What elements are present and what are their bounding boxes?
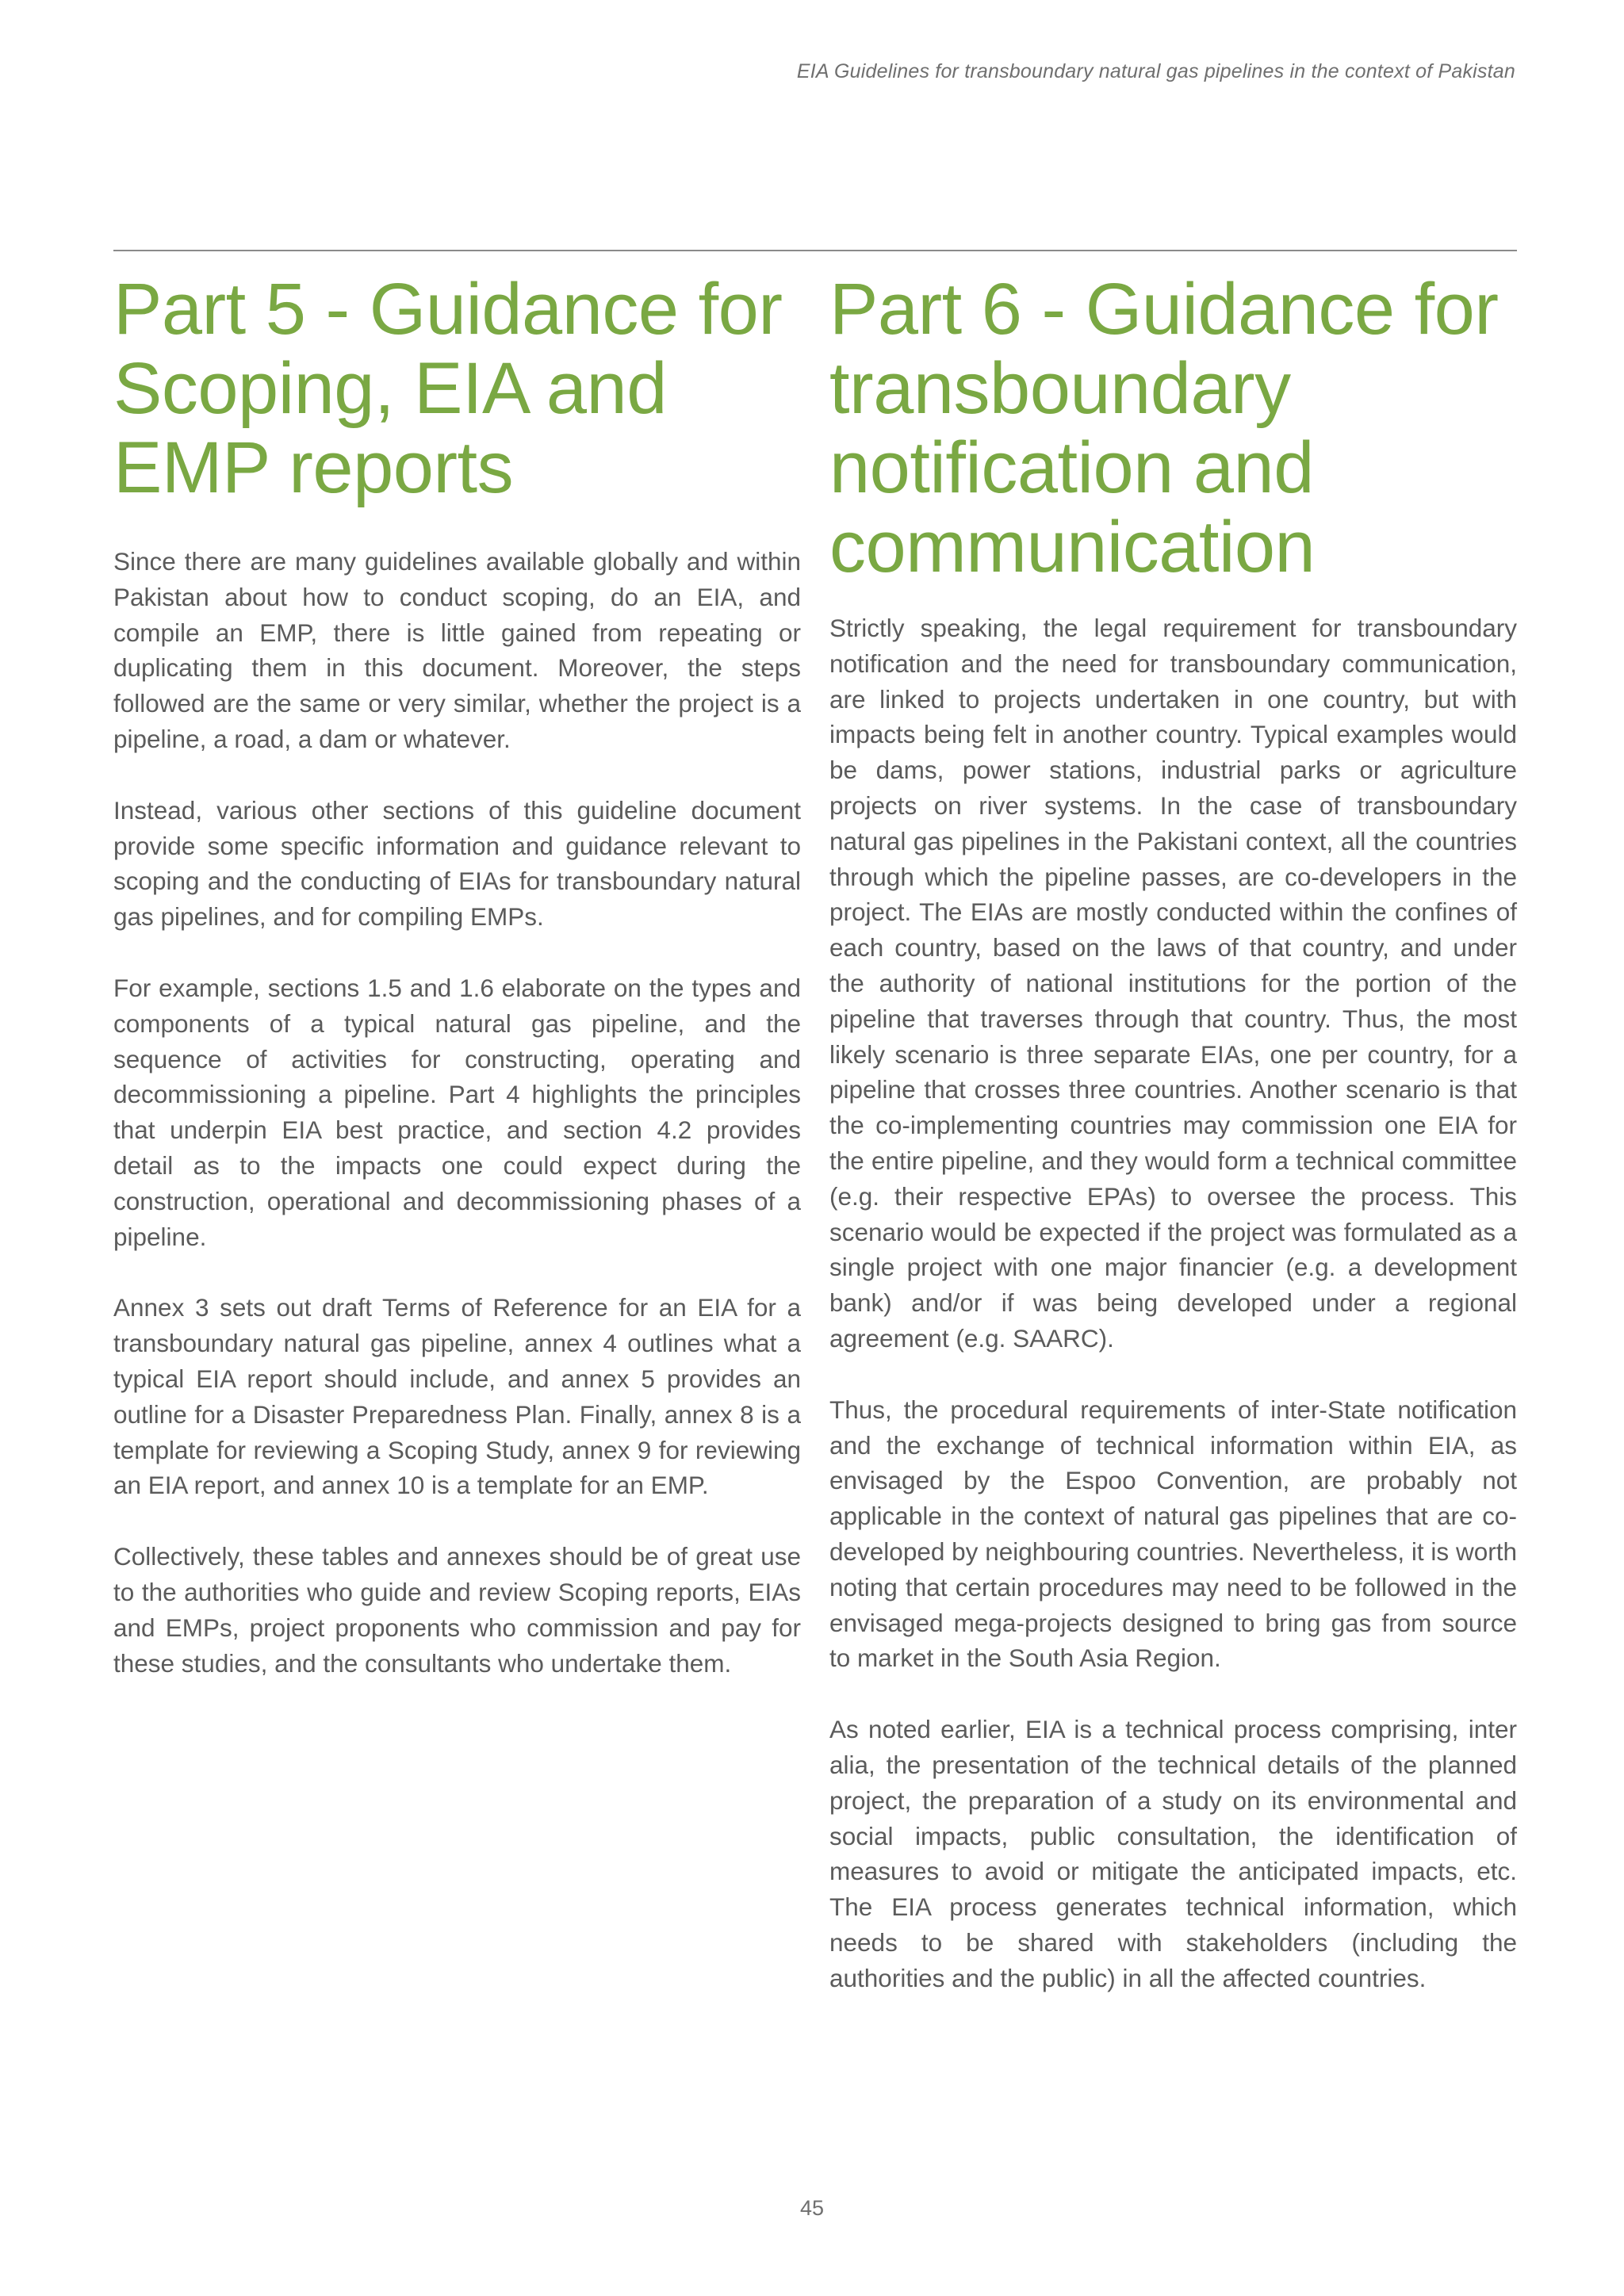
part6-column <box>829 270 1517 2031</box>
part6-paragraph-3: As noted earlier, EIA is a technical process comprising, inter alia, the presentation of the technical details of the planned project, the preparation of a study on its environmental and social impacts, public consultation, the identification of measures to avoid or mitigate the anticipated impacts, etc. The EIA process generates technical information, which needs to be shared with stakeholders (including the authorities and the public) in all the affected countries. <box>829 1715 1517 1992</box>
page-number: 45 <box>799 2196 825 2220</box>
header-divider <box>113 250 1517 251</box>
part6-paragraph-1: Strictly speaking, the legal requirement for transboundary notification and the need for transboundary communication, are linked to projects undertaken in one country, but with impacts being felt in another country. Typical examples would be dams, power stations, industrial parks or agriculture projects on river systems. In the case of transboundary natural gas pipelines in the Pakistani context, all the countries through which the pipeline passes, are co-developers in the project. The EIAs are mostly conducted within the confines of each country, based on the laws of that country, and under the authority of national institutions for the portion of the pipeline that traverses through that country. Thus, the most likely scenario is three separate EIAs, one per country, for a pipeline that crosses three countries. Another scenario is that the co-implementing countries may commission one EIA for the entire pipeline, and they would form a technical committee (e.g. their respective EPAs) to oversee the process. This scenario would be expected if the project was formulated as a single project with one major financier (e.g. a development bank) and/or if was being developed under a regional agreement (e.g. SAARC). <box>829 614 1517 1353</box>
part5-paragraph-1: Since there are many guidelines available globally and within Pakistan about how to conduct scoping, do an EIA, and compile an EMP, there is little gained from repeating or duplicating them in this document. Moreover, the steps followed are the same or very similar, whether the project is a pipeline, a road, a dam or whatever. <box>113 547 801 753</box>
part5-paragraph-3: For example, sections 1.5 and 1.6 elaborate on the types and components of a typical natural gas pipeline, and the sequence of activities for constructing, operating and decommissioning a pipeline. Part 4 highlights the principles that underpin EIA best practice, and section 4.2 provides detail as to the impacts one could expect during the construction, operational and decommissioning phases of a pipeline. <box>113 973 801 1251</box>
part6-title: Part 6 - Guidance for transboundary notification and communication <box>829 269 1499 587</box>
part5-title: Part 5 - Guidance for Scoping, EIA and EMP reports <box>113 269 783 508</box>
part6-paragraph-2: Thus, the procedural requirements of inter-State notification and the exchange of technical information within EIA, as envisaged by the Espoo Convention, are probably not applicable in the context of natural gas pipelines that are co-developed by neighbouring countries. Nevertheless, it is worth noting that certain procedures may need to be followed in the envisaged mega-projects designed to bring gas from source to market in the South Asia Region. <box>829 1395 1517 1673</box>
part5-paragraph-4: Annex 3 sets out draft Terms of Reference for an EIA for a transboundary natural gas pipeline, annex 4 outlines what a typical EIA report should include, and annex 5 provides an outline for a Disaster Preparedness Plan. Finally, annex 8 is a template for reviewing a Scoping Study, annex 9 for reviewing an EIA report, and annex 10 is a template for an EMP. <box>113 1293 801 1500</box>
part5-paragraph-2: Instead, various other sections of this guideline document provide some specific information and guidance relevant to scoping and the conducting of EIAs for transboundary natural gas pipelines, and for compiling EMPs. <box>113 795 801 932</box>
running-header-title: EIA Guidelines for transboundary natural gas pipelines in the context of Pakistan <box>796 60 1515 82</box>
part5-column <box>113 270 801 1716</box>
part5-paragraph-5: Collectively, these tables and annexes should be of great use to the authorities who guide and review Scoping reports, EIAs and EMPs, project proponents who commission and pay for these studies, and the consultants who undertake them. <box>113 1542 801 1678</box>
